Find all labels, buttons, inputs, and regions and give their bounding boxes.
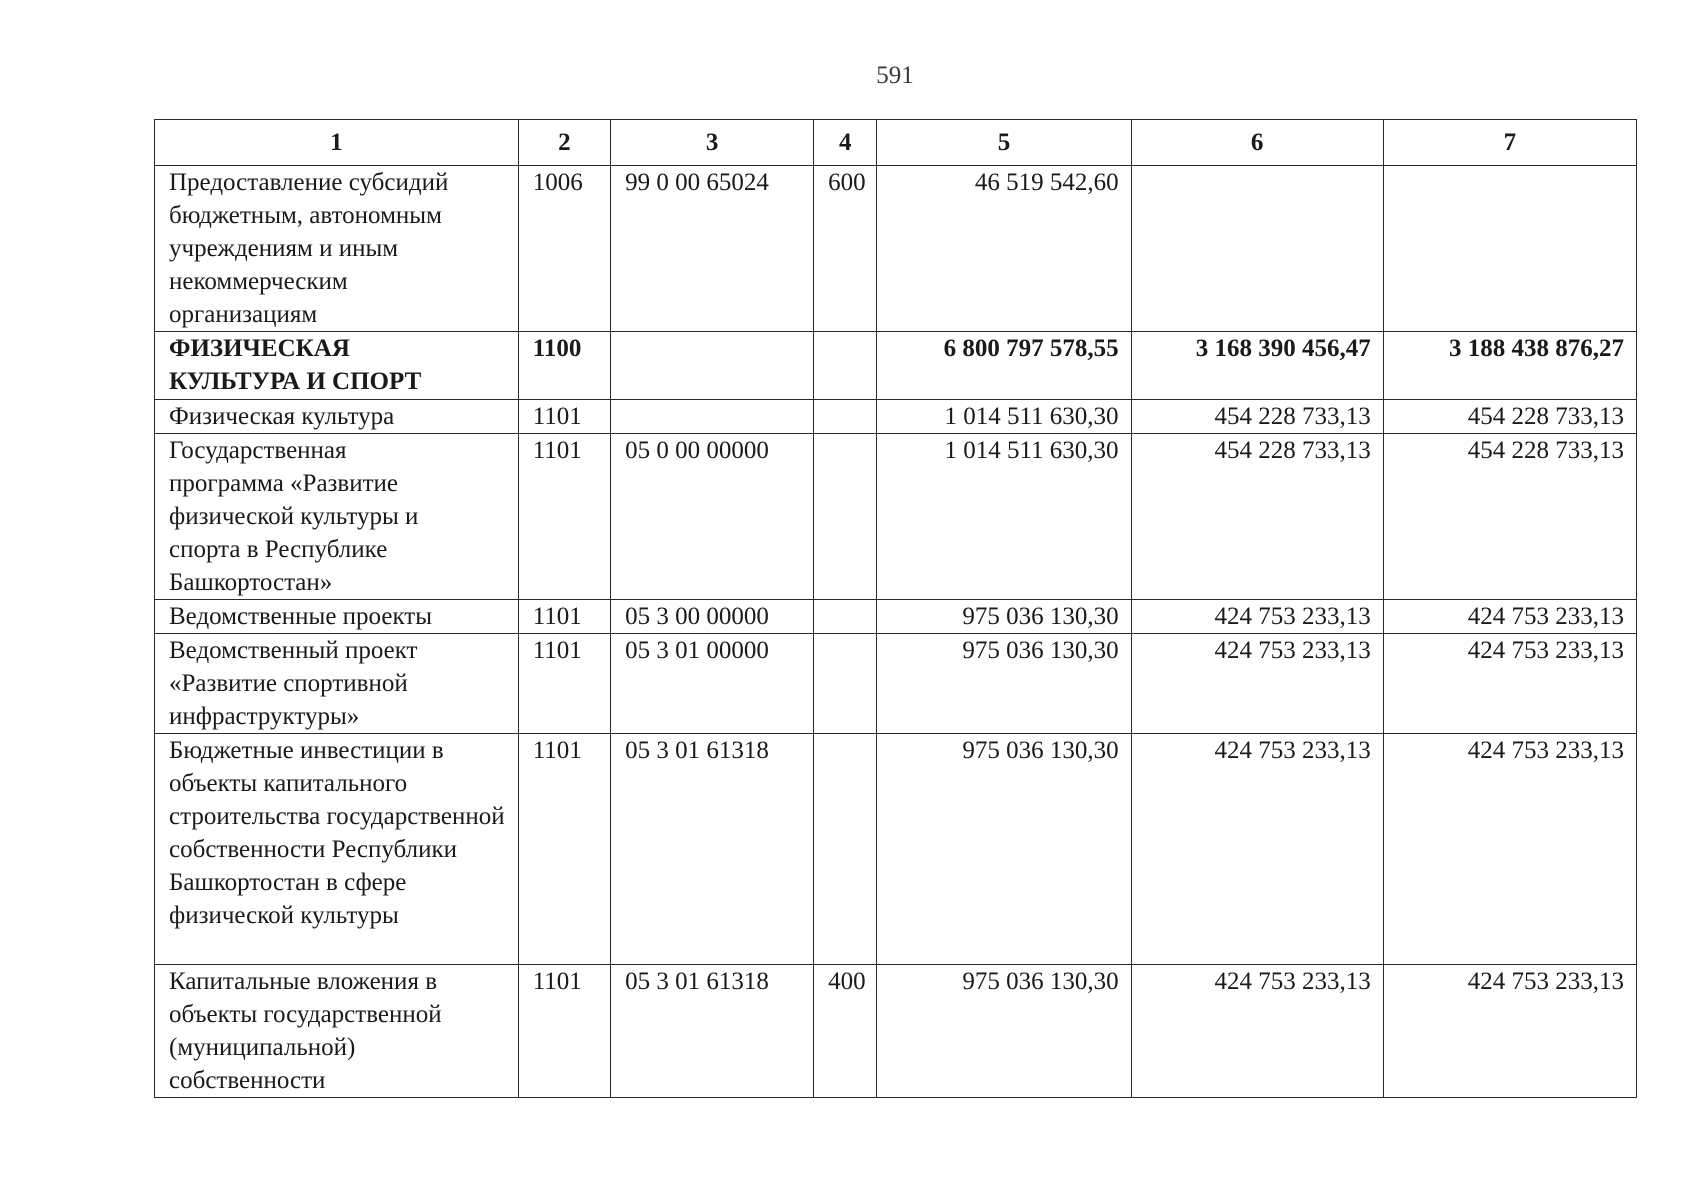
amount-col6: 3 168 390 456,47 [1131,332,1383,400]
column-header: 2 [518,120,610,166]
section-code: 1101 [518,634,610,734]
target-code: 05 3 00 00000 [611,600,814,634]
expense-type: 400 [814,965,877,1098]
row-name: Ведомственный проект «Развитие спортивной инфраструктуры» [155,634,519,734]
table-row [155,634,1637,734]
amount-col6: 424 753 233,13 [1131,734,1383,965]
target-code: 05 3 01 00000 [611,634,814,734]
expense-type [814,434,877,600]
table-header-row [155,120,1637,166]
section-code: 1101 [518,434,610,600]
amount-col7: 424 753 233,13 [1383,734,1636,965]
target-code [611,400,814,434]
amount-col5: 975 036 130,30 [877,600,1131,634]
column-header: 6 [1131,120,1383,166]
amount-col5: 1 014 511 630,30 [877,400,1131,434]
section-code: 1006 [518,166,610,332]
table-row [155,332,1637,400]
amount-col7: 454 228 733,13 [1383,434,1636,600]
section-code: 1101 [518,400,610,434]
amount-col5: 1 014 511 630,30 [877,434,1131,600]
amount-col7: 424 753 233,13 [1383,634,1636,734]
column-header: 4 [814,120,877,166]
amount-col7: 424 753 233,13 [1383,965,1636,1098]
amount-col7: 424 753 233,13 [1383,600,1636,634]
amount-col7: 454 228 733,13 [1383,400,1636,434]
amount-col6: 424 753 233,13 [1131,600,1383,634]
row-name: Капитальные вложения в объекты государственной (муниципальной) собственности [155,965,519,1098]
expense-type [814,734,877,965]
amount-col6: 454 228 733,13 [1131,400,1383,434]
amount-col6: 424 753 233,13 [1131,634,1383,734]
expense-type [814,400,877,434]
row-name: Предоставление субсидий бюджетным, автономным учреждениям и иным некоммерческим организациям [155,166,519,332]
table-row [155,600,1637,634]
column-header: 3 [611,120,814,166]
amount-col6: 454 228 733,13 [1131,434,1383,600]
column-header: 7 [1383,120,1636,166]
amount-col6 [1131,166,1383,332]
amount-col5: 46 519 542,60 [877,166,1131,332]
target-code: 05 3 01 61318 [611,734,814,965]
section-code: 1101 [518,734,610,965]
page-number: 591 [876,62,914,89]
row-name: ФИЗИЧЕСКАЯ КУЛЬТУРА И СПОРТ [155,332,519,400]
table-row [155,400,1637,434]
expense-type [814,332,877,400]
section-code: 1100 [518,332,610,400]
amount-col5: 975 036 130,30 [877,634,1131,734]
section-code: 1101 [518,965,610,1098]
section-code: 1101 [518,600,610,634]
amount-col6: 424 753 233,13 [1131,965,1383,1098]
column-header: 5 [877,120,1131,166]
target-code: 05 0 00 00000 [611,434,814,600]
row-name: Физическая культура [155,400,519,434]
expense-type: 600 [814,166,877,332]
amount-col5: 975 036 130,30 [877,734,1131,965]
target-code: 99 0 00 65024 [611,166,814,332]
amount-col7 [1383,166,1636,332]
amount-col5: 975 036 130,30 [877,965,1131,1098]
table-row [155,965,1637,1098]
row-name: Ведомственные проекты [155,600,519,634]
amount-col7: 3 188 438 876,27 [1383,332,1636,400]
row-name: Бюджетные инвестиции в объекты капитального строительства государственной собственности Республики Башкортостан в сфере физической культуры [155,734,519,965]
target-code: 05 3 01 61318 [611,965,814,1098]
table-row [155,434,1637,600]
table-row [155,166,1637,332]
table-row [155,734,1637,965]
amount-col5: 6 800 797 578,55 [877,332,1131,400]
expense-type [814,600,877,634]
target-code [611,332,814,400]
budget-table [154,119,1637,1098]
expense-type [814,634,877,734]
row-name: Государственная программа «Развитие физической культуры и спорта в Республике Башкортостан» [155,434,519,600]
column-header: 1 [155,120,519,166]
